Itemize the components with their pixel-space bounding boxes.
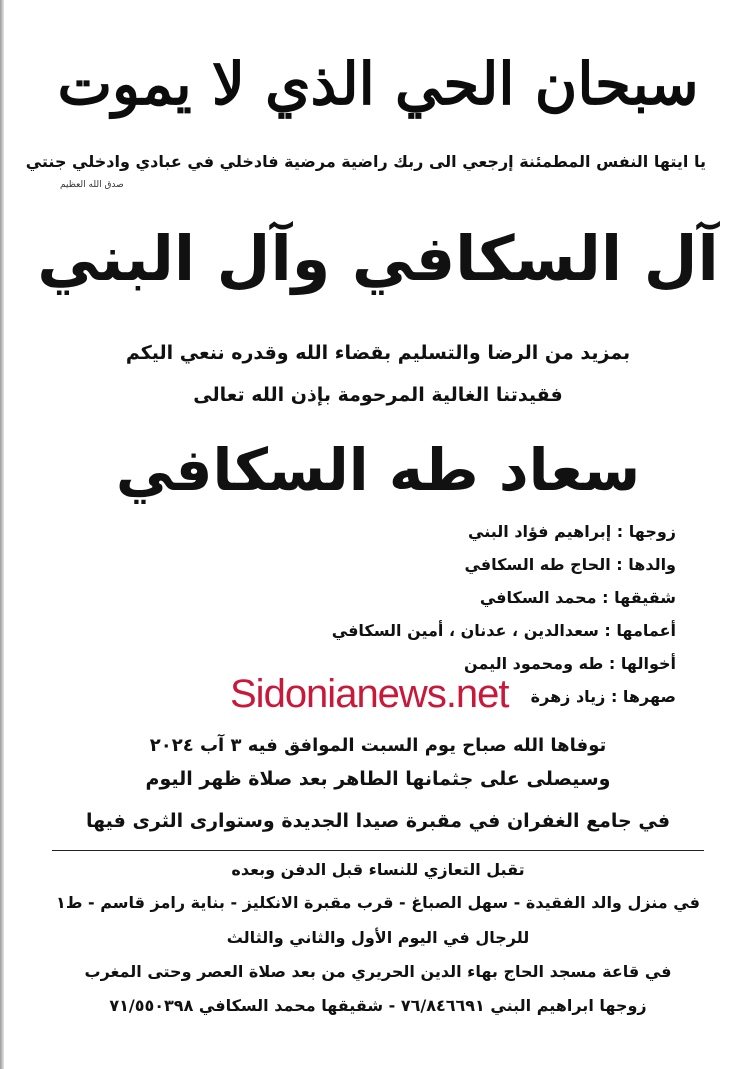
family-names: آل السكافي وآل البني (37, 222, 719, 295)
relative-son-in-law: صهرها : زياد زهرة (530, 687, 676, 706)
relative-uncles: أعمامها : سعدالدين ، عدنان ، أمين السكافي (331, 621, 676, 640)
contact-numbers: زوجها ابراهيم البني ٧٦/٨٤٦٦٩١ - شقيقها محمد السكافي ٧١/٥٥٠٣٩٨ (109, 996, 647, 1015)
condolences-women-location: في منزل والد الفقيدة - سهل الصباغ - قرب مقبرة الانكليز - بناية رامز قاسم - ط١ (56, 893, 700, 912)
section-divider (52, 850, 704, 851)
verse-attribution: صدق الله العظيم (60, 180, 124, 190)
relative-maternal-uncles: أخوالها : طه ومحمود اليمن (463, 654, 676, 673)
relative-brother: شقيقها : محمد السكافي (479, 588, 676, 607)
burial-place: في جامع الغفران في مقبرة صيدا الجديدة وستوارى الثرى فيها (85, 810, 671, 832)
condolences-women: تقبل التعازي للنساء قبل الدفن وبعده (231, 860, 525, 879)
relative-husband: زوجها : إبراهيم فؤاد البني (468, 522, 676, 541)
quran-verse: يا ايتها النفس المطمئنة إرجعي الى ربك راضية مرضية فادخلي في عبادي وادخلي جنتي (25, 152, 706, 171)
intro-line-1: بمزيد من الرضا والتسليم بقضاء الله وقدره ننعي اليكم (125, 342, 631, 364)
site-watermark: Sidonianews.net (230, 672, 509, 716)
relative-father: والدها : الحاج طه السكافي (464, 555, 676, 574)
condolences-men-location: في قاعة مسجد الحاج بهاء الدين الحريري من بعد صلاة العصر وحتى المغرب (84, 962, 672, 981)
calligraphy-heading: سبحان الحي الذي لا يموت (57, 50, 699, 118)
death-notice: توفاها الله صباح يوم السبت الموافق فيه ٣ آب ٢٠٢٤ (149, 735, 607, 756)
funeral-prayer: وسيصلى على جثمانها الطاهر بعد صلاة ظهر اليوم (145, 768, 611, 790)
intro-line-2: فقيدتنا الغالية المرحومة بإذن الله تعالى (193, 384, 563, 406)
condolences-men: للرجال في اليوم الأول والثاني والثالث (226, 928, 530, 947)
deceased-name: سعاد طه السكافي (115, 436, 641, 504)
